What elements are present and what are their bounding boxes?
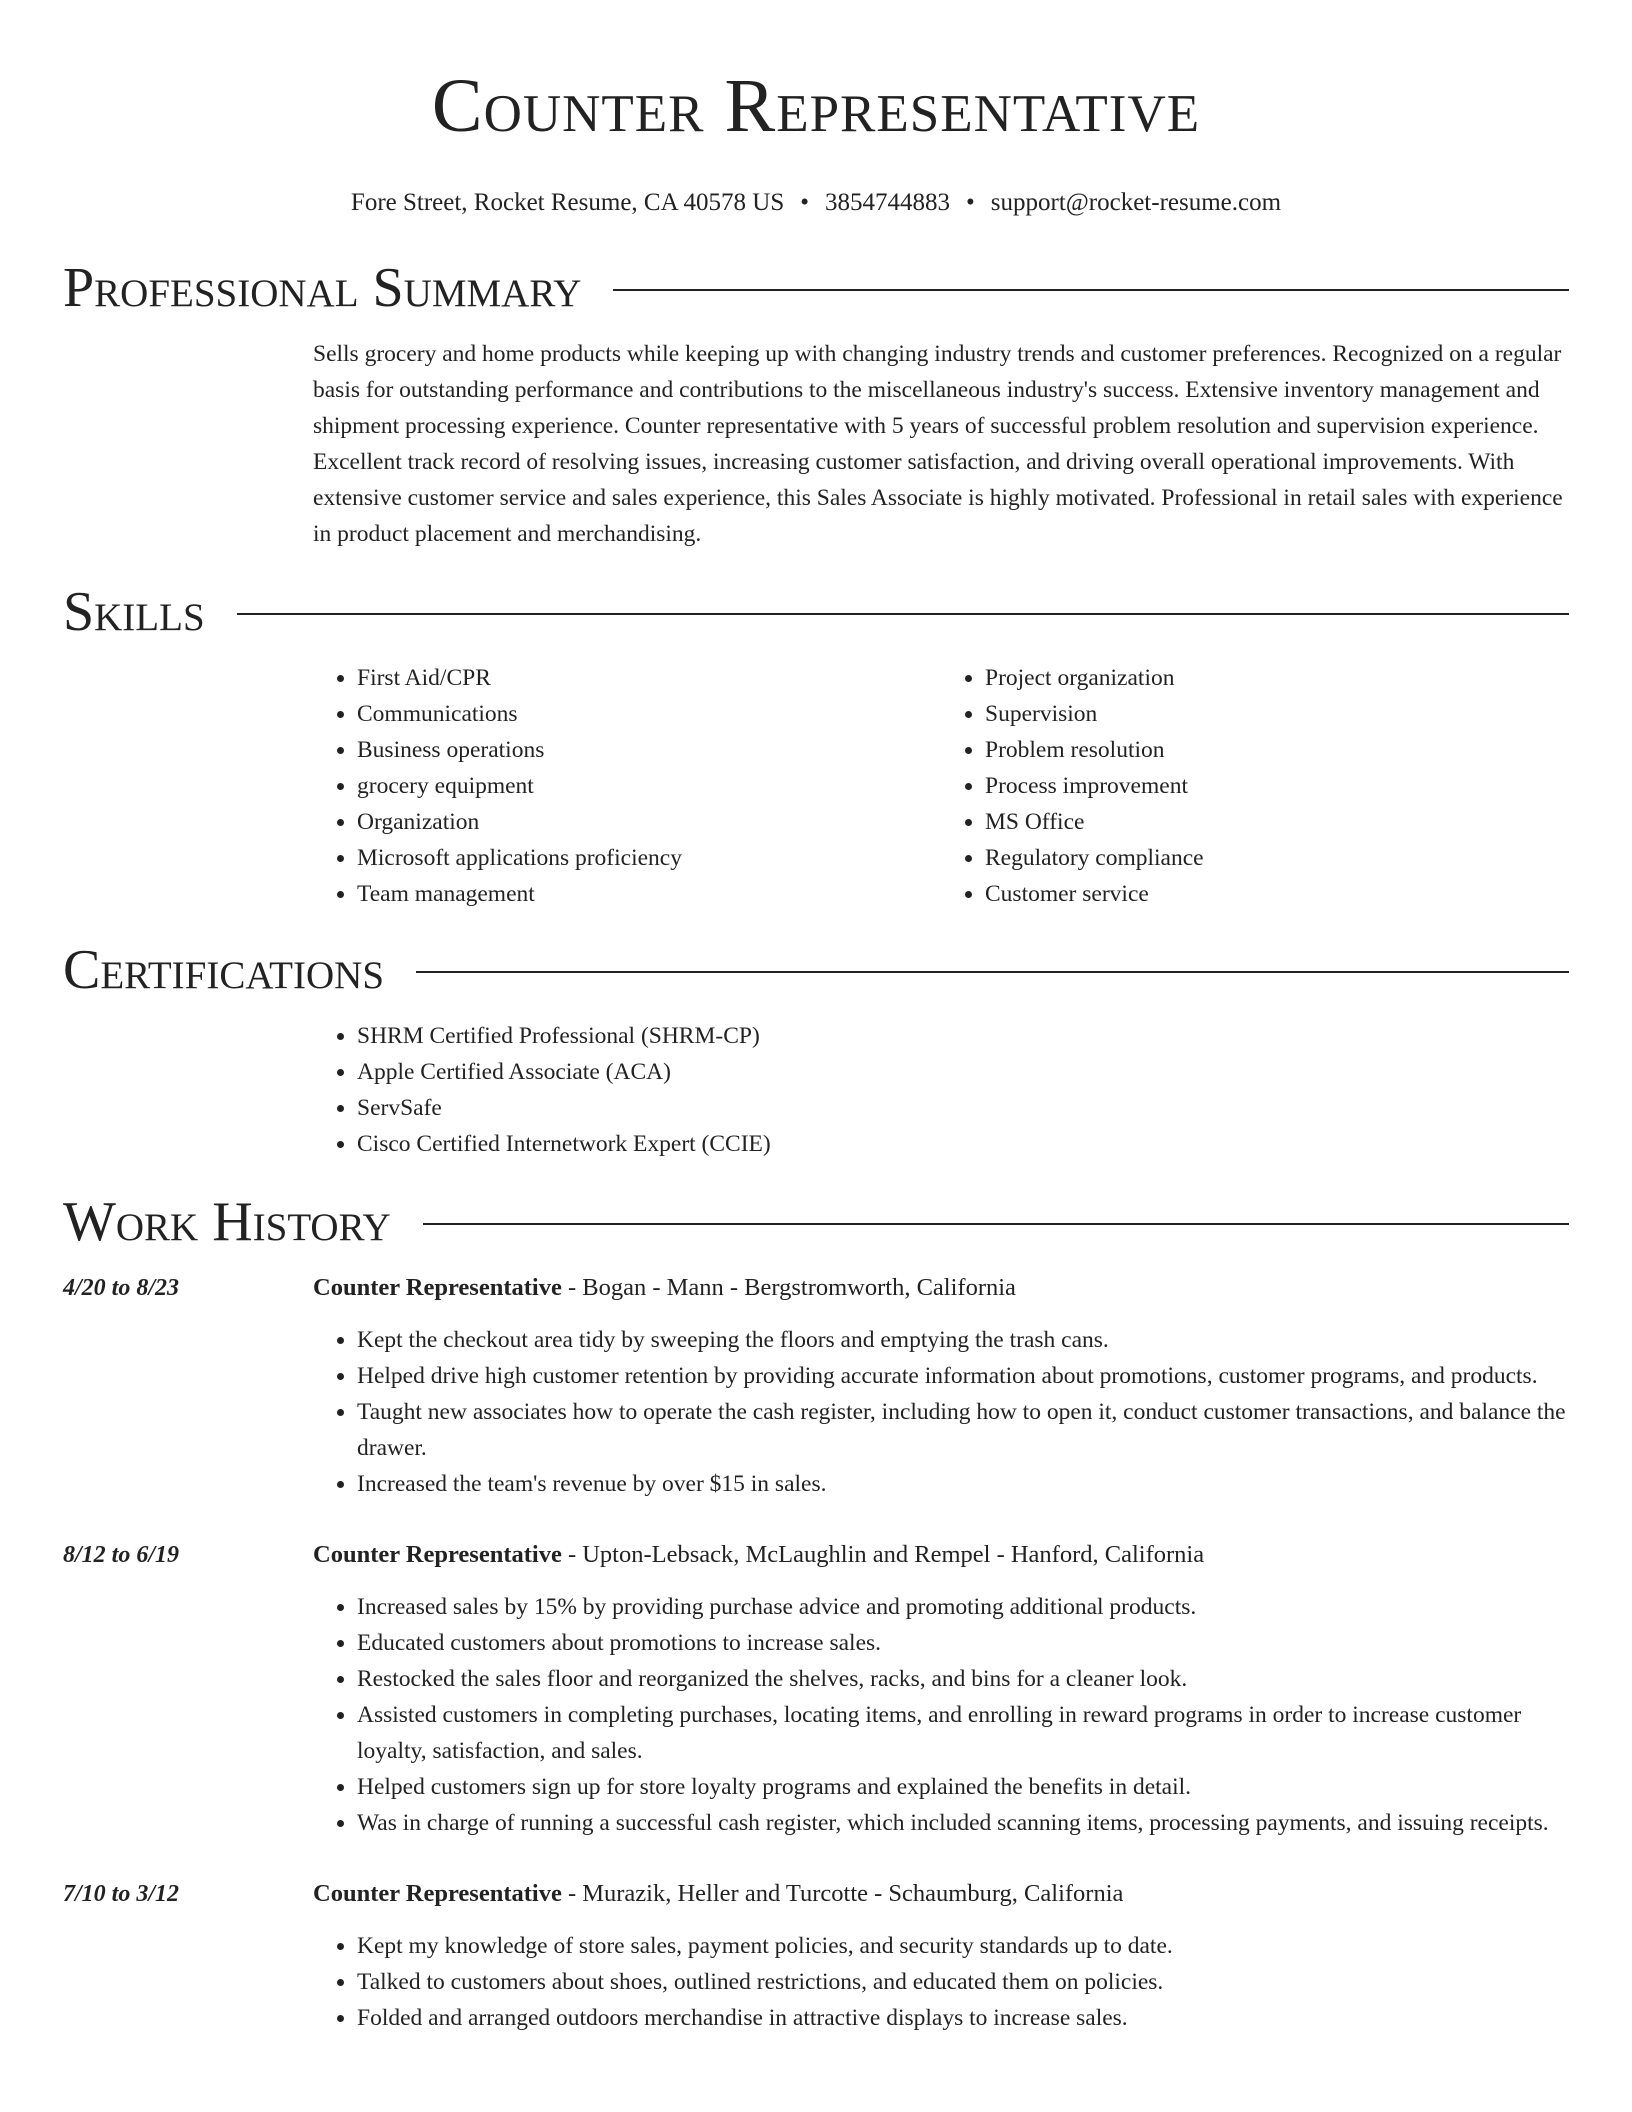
skill-item: • grocery equipment <box>357 768 941 804</box>
skills-columns <box>313 660 1569 912</box>
skill-item: • First Aid/CPR <box>357 660 941 696</box>
skills-section-header <box>63 580 1569 644</box>
skill-item: • Customer service <box>985 876 1569 912</box>
separator-dot: • <box>966 189 975 216</box>
certifications-list <box>313 1018 1569 1162</box>
section-divider <box>423 1223 1569 1225</box>
work-entry <box>63 1270 1569 1502</box>
certification-item: • ServSafe <box>357 1090 1569 1126</box>
skill-item: • Communications <box>357 696 941 732</box>
job-title: Counter Representative <box>313 1880 562 1907</box>
work-dates: 4/20 to 8/23 <box>63 1275 180 1301</box>
work-entry <box>63 1537 1569 1841</box>
work-dates: 7/10 to 3/12 <box>63 1881 180 1907</box>
work-entry-body <box>313 1270 1569 1502</box>
section-title-work-history: Work History <box>63 1191 391 1253</box>
skill-item: • Organization <box>357 804 941 840</box>
work-history-section-header <box>63 1190 1569 1254</box>
job-bullet: • Helped customers sign up for store loyalty programs and explained the benefits in detail. <box>357 1769 1569 1805</box>
job-employer-location: - Murazik, Heller and Turcotte - Schaumburg, California <box>561 1880 1124 1907</box>
skill-item: • Business operations <box>357 732 941 768</box>
certifications-section-header <box>63 938 1569 1002</box>
separator-dot: • <box>800 189 809 216</box>
skill-item: • Team management <box>357 876 941 912</box>
job-bullet: • Educated customers about promotions to increase sales. <box>357 1625 1569 1661</box>
job-bullet: • Increased sales by 15% by providing purchase advice and promoting additional products. <box>357 1589 1569 1625</box>
job-bullet: • Restocked the sales floor and reorganized the shelves, racks, and bins for a cleaner look. <box>357 1661 1569 1697</box>
section-title-certifications: Certifications <box>63 939 385 1001</box>
section-title-summary: Professional Summary <box>63 257 582 319</box>
job-bullets <box>313 1322 1569 1502</box>
job-bullet: • Kept my knowledge of store sales, payment policies, and security standards up to date. <box>357 1928 1569 1964</box>
job-bullet: • Helped drive high customer retention by providing accurate information about promotions, customer programs, and products. <box>357 1358 1569 1394</box>
job-bullet: • Kept the checkout area tidy by sweeping the floors and emptying the trash cans. <box>357 1322 1569 1358</box>
skills-list-left <box>313 660 941 912</box>
job-bullet: • Increased the team's revenue by over $15 in sales. <box>357 1466 1569 1502</box>
phone: 3854744883 <box>825 189 950 216</box>
work-entry-body <box>313 1537 1569 1841</box>
email-link[interactable]: support@rocket-resume.com <box>990 189 1282 216</box>
section-divider <box>416 971 1569 973</box>
skill-item: • Process improvement <box>985 768 1569 804</box>
skill-item: • Problem resolution <box>985 732 1569 768</box>
job-employer-location: - Upton-Lebsack, McLaughlin and Rempel - Hanford, California <box>561 1541 1205 1568</box>
job-bullets <box>313 1589 1569 1841</box>
work-entry-body <box>313 1876 1569 2036</box>
section-divider <box>237 613 1569 615</box>
section-title-skills: Skills <box>63 581 205 643</box>
candidate-name: Counter Representative <box>431 64 1201 148</box>
job-line <box>313 1876 1569 1912</box>
address: Fore Street, Rocket Resume, CA 40578 US <box>350 189 785 216</box>
skill-item: • Regulatory compliance <box>985 840 1569 876</box>
job-bullet: • Talked to customers about shoes, outlined restrictions, and educated them on policies. <box>357 1964 1569 2000</box>
summary-section-header <box>63 256 1569 320</box>
certifications-block <box>313 1018 1569 1162</box>
job-line <box>313 1270 1569 1306</box>
skill-item: • Project organization <box>985 660 1569 696</box>
job-bullet: • Folded and arranged outdoors merchandise in attractive displays to increase sales. <box>357 2000 1569 2036</box>
certification-item: • Apple Certified Associate (ACA) <box>357 1054 1569 1090</box>
contact-line <box>63 188 1569 218</box>
section-divider <box>613 289 1569 291</box>
job-employer-location: - Bogan - Mann - Bergstromworth, California <box>561 1274 1016 1301</box>
certification-item: • SHRM Certified Professional (SHRM-CP) <box>357 1018 1569 1054</box>
job-title: Counter Representative <box>313 1274 562 1301</box>
job-bullet: • Was in charge of running a successful cash register, which included scanning items, processing payments, and issuing receipts. <box>357 1805 1569 1841</box>
job-line <box>313 1537 1569 1573</box>
job-bullet: • Assisted customers in completing purchases, locating items, and enrolling in reward programs in order to increase customer loyalty, satisfaction, and sales. <box>357 1697 1569 1769</box>
job-bullet: • Taught new associates how to operate the cash register, including how to open it, conduct customer transactions, and balance the drawer. <box>357 1394 1569 1466</box>
skill-item: • MS Office <box>985 804 1569 840</box>
skills-list-right <box>941 660 1569 912</box>
work-dates: 8/12 to 6/19 <box>63 1542 180 1568</box>
job-bullets <box>313 1928 1569 2036</box>
summary-text: Sells grocery and home products while keeping up with changing industry trends and customer preferences. Recognized on a regular basis for outstanding performance and contributions to the miscellaneous industry's success. Extensive inventory management and shipment processing experience. Counter representative with 5 years of successful problem resolution and supervision experience. Excellent track record of resolving issues, increasing customer satisfaction, and driving overall operational improvements. With extensive customer service and sales experience, this Sales Associate is highly motivated. Professional in retail sales with experience in product placement and merchandising. <box>313 341 1563 547</box>
skill-item: • Supervision <box>985 696 1569 732</box>
job-title: Counter Representative <box>313 1541 562 1568</box>
certification-item: • Cisco Certified Internetwork Expert (CCIE) <box>357 1126 1569 1162</box>
work-entry <box>63 1876 1569 2036</box>
skill-item: • Microsoft applications proficiency <box>357 840 941 876</box>
